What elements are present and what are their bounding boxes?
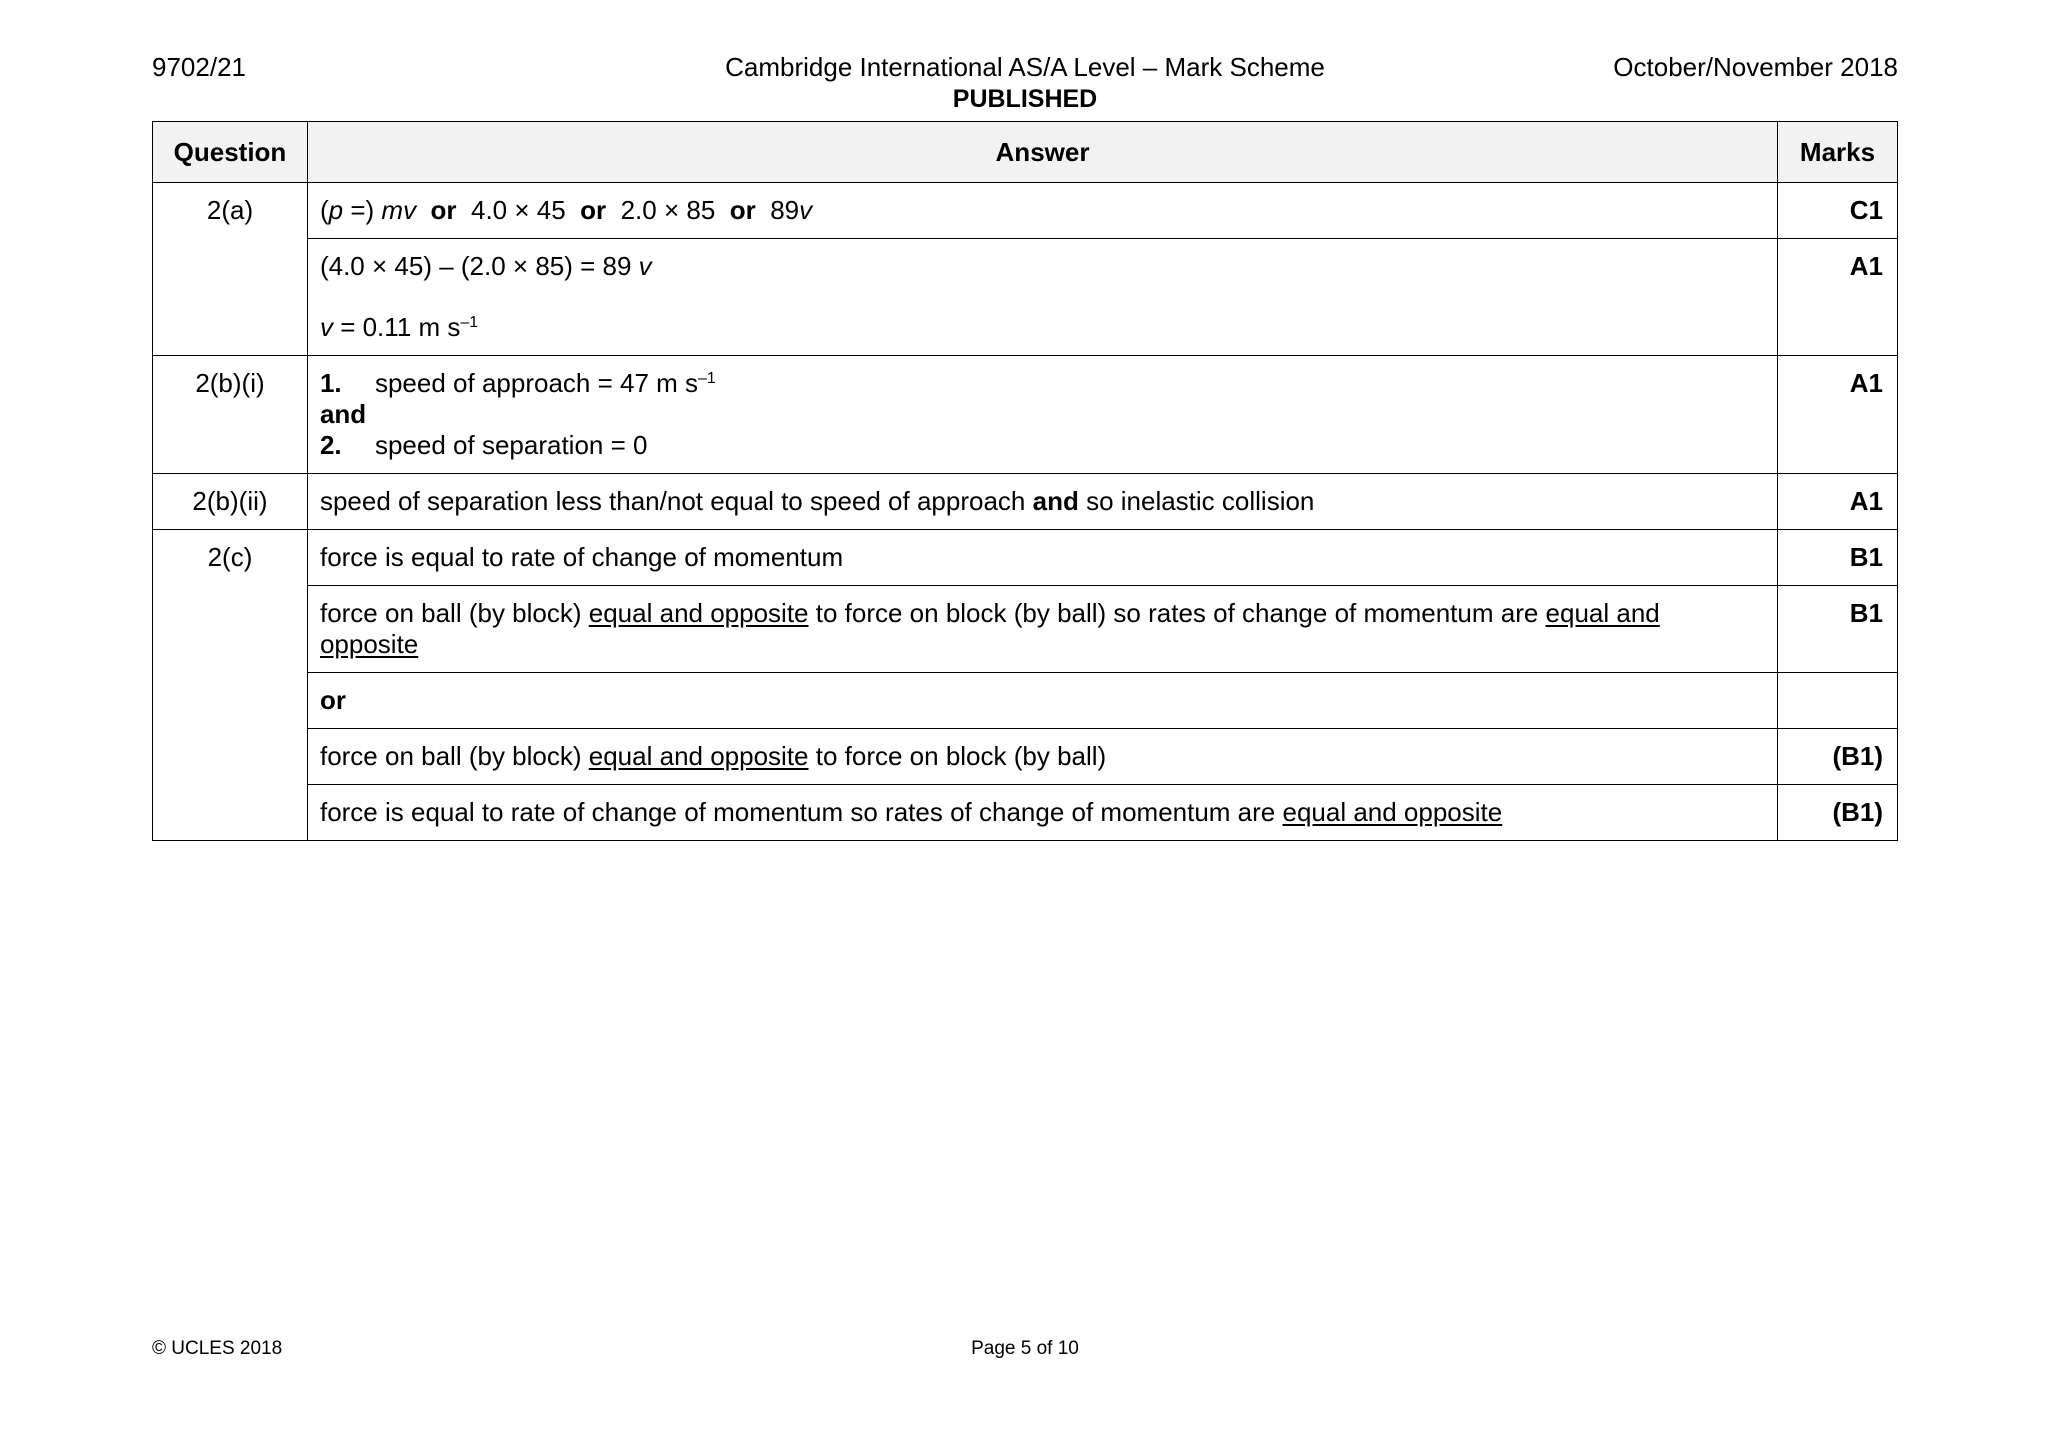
mark-cell: B1	[1778, 586, 1898, 673]
answer-column-header: Answer	[307, 122, 1777, 183]
variable-v: v	[638, 251, 652, 281]
question-number: 2(a)	[153, 183, 308, 356]
answer-text: force is equal to rate of change of momentum so rates of change of momentum are	[319, 797, 1283, 827]
answer-text: to force on block (by ball)	[808, 741, 1107, 771]
exam-session: October/November 2018	[1613, 52, 1898, 82]
answer-text: (	[319, 195, 329, 225]
answer-cell	[307, 474, 1777, 530]
answer-text: force on ball (by block)	[319, 741, 589, 771]
answer-text: (4.0 × 45) – (2.0 × 85) = 89	[319, 251, 639, 281]
answer-text: force on ball (by block)	[319, 598, 589, 628]
answer-cell	[307, 183, 1777, 239]
mark-cell: A1	[1778, 474, 1898, 530]
unit-exponent: –1	[460, 314, 479, 331]
or-keyword: or	[430, 195, 457, 225]
answer-text: speed of approach = 47 m s	[374, 368, 699, 398]
item-number: 1.	[319, 368, 342, 398]
question-number: 2(b)(i)	[153, 356, 308, 474]
answer-cell: force is equal to rate of change of momentum	[307, 530, 1777, 586]
equation-line	[320, 251, 1763, 282]
table-row	[153, 785, 1898, 841]
question-number: 2(b)(ii)	[153, 474, 308, 530]
table-row	[153, 474, 1898, 530]
mark-cell: (B1)	[1778, 729, 1898, 785]
result-line	[320, 312, 1763, 343]
answer-cell	[307, 729, 1777, 785]
answer-cell	[307, 785, 1777, 841]
answer-expression: 2.0 × 85	[620, 195, 716, 225]
and-keyword: and	[319, 399, 367, 429]
copyright-notice: © UCLES 2018	[152, 1338, 283, 1359]
mark-cell: B1	[1778, 530, 1898, 586]
document-title: Cambridge International AS/A Level – Mark Scheme	[725, 52, 1325, 82]
underlined-phrase: equal and opposite	[588, 741, 809, 771]
answer-text: so inelastic collision	[1078, 486, 1315, 516]
table-row	[153, 586, 1898, 673]
marks-column-header: Marks	[1778, 122, 1898, 183]
answer-text: = 0.11 m s	[332, 312, 461, 342]
page-number: Page 5 of 10	[971, 1338, 1079, 1359]
and-keyword: and	[1032, 486, 1079, 516]
table-header-row	[153, 122, 1898, 183]
or-keyword: or	[729, 195, 756, 225]
underlined-phrase: equal and opposite	[588, 598, 809, 628]
item-number: 2.	[319, 430, 342, 460]
variable-p: p	[328, 195, 344, 225]
mark-cell: (B1)	[1778, 785, 1898, 841]
page-header	[152, 52, 1898, 116]
table-row	[153, 673, 1898, 729]
table-row	[153, 729, 1898, 785]
variable-mv: mv	[381, 195, 417, 225]
or-separator: or	[307, 673, 1777, 729]
mark-scheme-table	[152, 121, 1898, 841]
list-item	[320, 368, 1763, 399]
answer-expression: 4.0 × 45	[470, 195, 566, 225]
published-label: PUBLISHED	[952, 85, 1098, 113]
answer-text: to force on block (by ball) so rates of change of momentum are	[808, 598, 1546, 628]
table-row	[153, 239, 1898, 356]
question-column-header: Question	[153, 122, 308, 183]
table-row	[153, 356, 1898, 474]
answer-text: =)	[343, 195, 382, 225]
syllabus-code: 9702/21	[152, 52, 246, 82]
variable-v: v	[799, 195, 813, 225]
answer-expression: 89	[770, 195, 800, 225]
or-keyword: or	[580, 195, 607, 225]
answer-text: speed of separation = 0	[374, 430, 648, 460]
table-row	[153, 183, 1898, 239]
mark-cell: C1	[1778, 183, 1898, 239]
answer-cell	[307, 239, 1777, 356]
variable-v: v	[319, 312, 333, 342]
unit-exponent: –1	[698, 370, 716, 387]
answer-text: speed of separation less than/not equal to speed of approach	[319, 486, 1033, 516]
table-row	[153, 530, 1898, 586]
answer-cell	[307, 356, 1777, 474]
mark-cell: A1	[1778, 239, 1898, 356]
list-item	[320, 430, 1763, 461]
answer-cell	[307, 586, 1777, 673]
mark-cell: A1	[1778, 356, 1898, 474]
underlined-phrase: equal and opposite	[1282, 797, 1503, 827]
question-number: 2(c)	[153, 530, 308, 841]
underlined-phrase: equal and opposite	[319, 598, 1660, 659]
mark-cell	[1778, 673, 1898, 729]
